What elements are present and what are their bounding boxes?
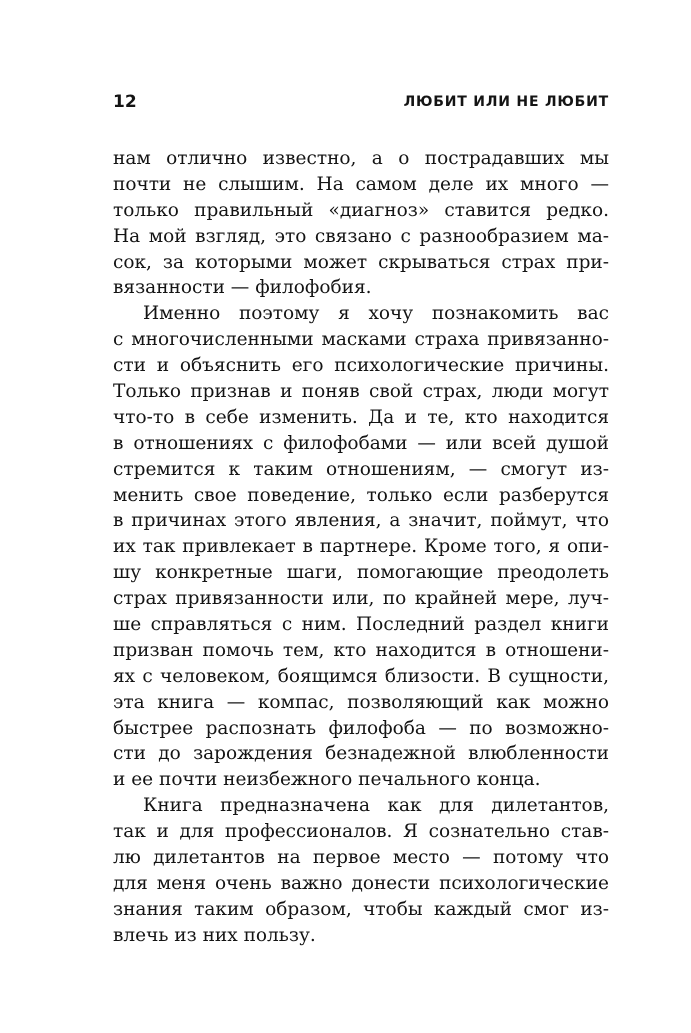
text-line: нам отлично известно, а о пострадавших мы: [113, 148, 609, 169]
text-line: ях с человеком, боящимся близости. В сущности,: [113, 665, 609, 687]
paragraph-2: [113, 301, 609, 793]
text-line: для меня очень важно донести психологические: [113, 872, 609, 894]
paragraph-3: [113, 793, 609, 948]
page-number: 12: [113, 92, 137, 112]
text-line: в отношениях с филофобами — или всей душой: [113, 432, 609, 454]
text-line: их так привлекает в партнере. Кроме того, я опи-: [113, 536, 609, 558]
text-line: менить свое поведение, только если разберутся: [113, 484, 609, 506]
text-line: На мой взгляд, это связано с разнообразием ма-: [113, 225, 609, 247]
text-line: что-то в себе изменить. Да и те, кто находится: [113, 406, 609, 428]
text-line: так и для профессионалов. Я сознательно став-: [113, 821, 609, 843]
text-line: ше справляться с ним. Последний раздел книги: [113, 614, 609, 636]
text-line: Именно поэтому я хочу познакомить вас: [143, 303, 609, 325]
page-header: [113, 92, 609, 116]
text-line: быстрее распознать филофоба — по возможно-: [113, 717, 609, 739]
text-line: в причинах этого явления, а значит, поймут, что: [113, 510, 609, 532]
text-line: знания таким образом, чтобы каждый смог из-: [113, 898, 609, 920]
text-line: Только признав и поняв свой страх, люди могут: [113, 381, 609, 403]
text-line: сок, за которыми может скрываться страх при-: [113, 251, 609, 273]
paragraph-1: [113, 146, 609, 301]
text-line: только правильный «диагноз» ставится редко.: [113, 199, 609, 221]
running-title: ЛЮБИТ ИЛИ НЕ ЛЮБИТ: [403, 94, 609, 110]
text-line: и ее почти неизбежного печального конца.: [113, 769, 541, 791]
body-text: [113, 146, 609, 949]
text-line: с многочисленными масками страха привязанно-: [113, 329, 609, 351]
text-line: Книга предназначена как для дилетантов,: [143, 795, 609, 817]
text-line: влечь из них пользу.: [113, 924, 316, 946]
text-line: вязанности — филофобия.: [113, 277, 372, 299]
text-line: страх привязанности или, по крайней мере, луч-: [113, 588, 609, 610]
text-line: эта книга — компас, позволяющий как можно: [113, 691, 609, 713]
text-line: сти до зарождения безнадежной влюбленности: [113, 743, 609, 765]
text-line: шу конкретные шаги, помогающие преодолеть: [113, 562, 609, 584]
text-line: стремится к таким отношениям, — смогут из-: [113, 458, 609, 480]
text-line: лю дилетантов на первое место — потому что: [113, 847, 609, 869]
text-line: сти и объяснить его психологические причины.: [113, 355, 609, 377]
text-line: призван помочь тем, кто находится в отношени-: [113, 639, 609, 661]
text-line: почти не слышим. На самом деле их много —: [113, 173, 609, 195]
